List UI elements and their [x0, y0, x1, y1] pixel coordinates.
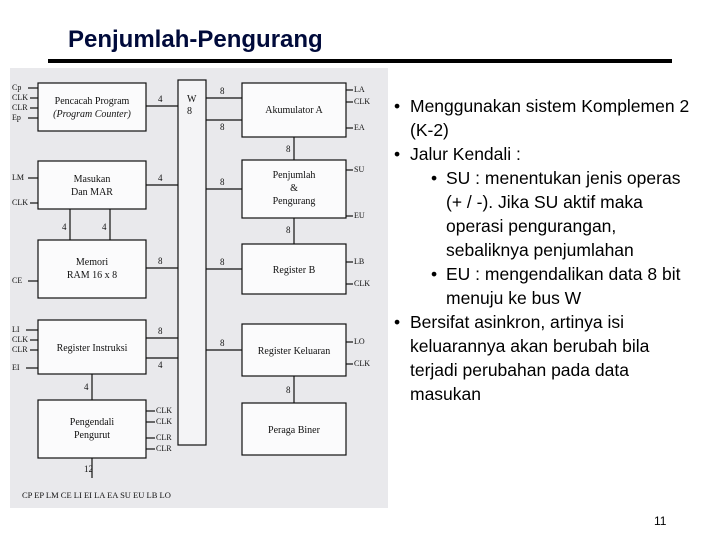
w-bus-width: 8 — [187, 106, 192, 117]
regb-in-width: 8 — [220, 257, 225, 267]
ram-label: Memori — [75, 257, 109, 268]
mar-block — [38, 161, 146, 209]
signal-cp: Cp — [12, 83, 22, 92]
signal-ir-clk: CLK — [12, 335, 28, 344]
page-title: Penjumlah-Pengurang — [68, 26, 323, 53]
ctrl-clk-2: CLK — [156, 417, 172, 426]
bullet-item: • Jalur Kendali : — [394, 142, 694, 166]
mar-ram-width-2: 4 — [102, 222, 107, 232]
w-bus — [178, 80, 206, 445]
signal-out-clk: CLK — [354, 359, 370, 368]
signal-lm: LM — [12, 173, 24, 182]
bullet-list — [394, 94, 694, 406]
ctrl-clr-2: CLR — [156, 444, 172, 453]
signal-la: LA — [354, 85, 365, 94]
signal-eu: EU — [354, 211, 365, 220]
mar-bus-width: 4 — [158, 173, 163, 183]
signal-ep: Ep — [12, 113, 21, 122]
right-bus-connections — [206, 98, 242, 350]
regb-adder-width: 8 — [286, 225, 291, 235]
signal-ir-clr: CLR — [12, 345, 28, 354]
signal-regb-clk: CLK — [354, 279, 370, 288]
ram-sublabel: RAM 16 x 8 — [66, 270, 118, 281]
controller-sequencer-block — [38, 400, 146, 458]
output-register-label: Register Keluaran — [257, 346, 331, 357]
signal-su: SU — [354, 165, 365, 174]
right-control-lines — [346, 90, 353, 364]
instruction-register-label: Register Instruksi — [56, 343, 128, 354]
acc-in-width: 8 — [220, 86, 225, 96]
sap1-block-diagram — [10, 68, 388, 508]
out-reg-in-width: 8 — [220, 338, 225, 348]
subtractor-label: Pengurang — [272, 196, 316, 207]
adder-label: Penjumlah — [272, 170, 316, 181]
out-display-width: 8 — [286, 385, 291, 395]
bullet-item: • Menggunakan sistem Komplemen 2 (K-2) — [394, 94, 694, 142]
register-b-label: Register B — [272, 265, 316, 276]
ir-in-bus-width: 8 — [158, 326, 163, 336]
ir-out-bus-width: 4 — [158, 360, 163, 370]
left-bus-connections — [146, 106, 178, 358]
mar-ram-width-1: 4 — [62, 222, 67, 232]
sub-bullet-item: • EU : mengendalikan data 8 bit menuju ke bus W — [394, 262, 694, 310]
signal-mar-clk: CLK — [12, 198, 28, 207]
w-bus-label: W — [187, 94, 197, 105]
signal-ei: EI — [12, 363, 20, 372]
pc-bus-width: 4 — [158, 94, 163, 104]
control-word-signals: CP EP LM CE LI EI LA EA SU EU LB LO — [22, 490, 171, 500]
title-underline — [48, 59, 672, 63]
controller-label: Pengendali — [69, 417, 115, 428]
controller-sublabel: Pengurut — [73, 430, 111, 441]
signal-pc-clk: CLK — [12, 93, 28, 102]
ram-block — [38, 240, 146, 298]
mar-sublabel: Dan MAR — [71, 187, 113, 198]
control-word-width: 12 — [84, 464, 93, 474]
left-control-lines — [26, 88, 38, 368]
ctrl-clr-1: CLR — [156, 433, 172, 442]
signal-li: LI — [12, 325, 20, 334]
signal-lo: LO — [354, 337, 365, 346]
controller-input-lines — [146, 411, 155, 449]
ram-bus-width: 8 — [158, 256, 163, 266]
signal-acc-clk: CLK — [354, 97, 370, 106]
binary-display-label: Peraga Biner — [268, 425, 320, 436]
signal-pc-clr: CLR — [12, 103, 28, 112]
ctrl-clk-1: CLK — [156, 406, 172, 415]
acc-adder-width: 8 — [286, 144, 291, 154]
accumulator-label: Akumulator A — [265, 105, 323, 116]
mar-label: Masukan — [73, 174, 111, 185]
signal-ce: CE — [12, 276, 23, 285]
page-number: 11 — [654, 514, 667, 528]
signal-lb: LB — [354, 257, 365, 266]
acc-out-width: 8 — [220, 122, 225, 132]
signal-ea: EA — [354, 123, 365, 132]
bullet-item: • Bersifat asinkron, artinya isi keluarannya akan berubah bila terjadi perubahan pada data masukan — [394, 310, 694, 406]
adder-out-width: 8 — [220, 177, 225, 187]
program-counter-label: Pencacah Program — [54, 96, 130, 107]
ir-controller-width: 4 — [84, 382, 89, 392]
adder-ampersand: & — [290, 183, 298, 194]
sub-bullet-item: • SU : menentukan jenis operas (+ / -). Jika SU aktif maka operasi pengurangan, sebaliknya penjumlahan — [394, 166, 694, 262]
program-counter-block — [38, 83, 146, 131]
program-counter-sublabel: (Program Counter) — [53, 109, 131, 120]
